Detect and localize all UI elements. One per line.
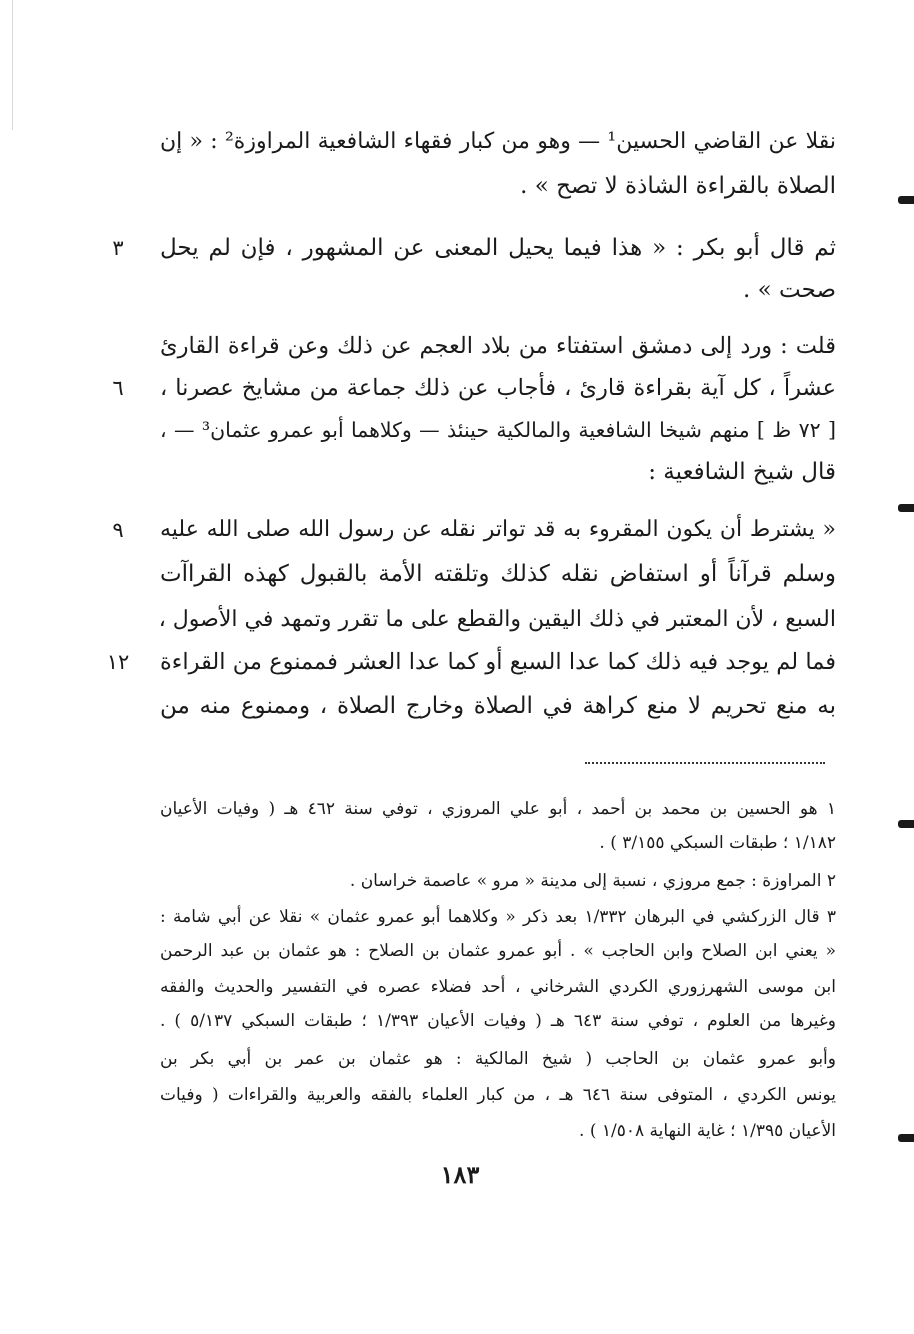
footnote-line-3: ٢ المراوزة : جمع مروزي ، نسبة إلى مدينة « مرو » عاصمة خراسان . <box>349 871 836 891</box>
line-number-9: ٩ <box>112 518 124 542</box>
text-line-9: « يشترط أن يكون المقروء به قد تواتر نقله عن رسول الله صلى الله عليه <box>160 517 836 542</box>
footnote-line-6: ابن موسى الشهرزوري الكردي الشرخاني ، أحد فضلاء عصره في التفسير والحديث والفقه <box>160 977 836 997</box>
text-line-4: صحت » . <box>743 277 836 303</box>
footnote-line-7: وغيرها من العلوم ، توفي سنة ٦٤٣ هـ ( وفيات الأعيان ١/٣٩٣ ؛ طبقات السبكي ٥/١٣٧ ) . <box>160 1011 836 1031</box>
margin-edge-mark <box>898 504 914 512</box>
text-line-11: السبع ، لأن المعتبر في ذلك اليقين والقطع على ما تقرر وتمهد في الأصول ، <box>158 607 836 632</box>
footnote-line-8: وأبو عمرو عثمان بن الحاجب ( شيخ المالكية : هو عثمان بن عمر بن أبي بكر بن <box>160 1049 836 1069</box>
text-line-2: الصلاة بالقراءة الشاذة لا تصح » . <box>520 173 836 199</box>
footnote-line-4: ٣ قال الزركشي في البرهان ١/٣٣٢ بعد ذكر « وكلاهما أبو عمرو عثمان » نقلا عن أبي شامة : <box>160 907 836 927</box>
text-line-3: ثم قال أبو بكر : « هذا فيما يحيل المعنى عن المشهور ، فإن لم يحل <box>160 235 836 261</box>
footnote-line-9: يونس الكردي ، المتوفى سنة ٦٤٦ هـ ، من كبار العلماء بالفقه والعربية والقراءات ( وفيات <box>160 1085 836 1105</box>
footnote-line-10: الأعيان ١/٣٩٥ ؛ غاية النهاية ١/٥٠٨ ) . <box>579 1121 836 1141</box>
footnote-separator <box>585 762 825 764</box>
footnote-line-2: ١/١٨٢ ؛ طبقات السبكي ٣/١٥٥ ) . <box>599 833 836 853</box>
margin-edge-mark <box>898 1134 914 1142</box>
text-line-1: نقلا عن القاضي الحسين¹ — وهو من كبار فقهاء الشافعية المراوزة² : « إن <box>160 129 836 154</box>
page-number: ١٨٣ <box>440 1160 480 1189</box>
text-line-5: قلت : ورد إلى دمشق استفتاء من بلاد العجم عن ذلك وعن قراءة القارئ <box>160 333 836 359</box>
line-number-6: ٦ <box>112 376 124 400</box>
text-line-7: [ ٧٢ ظ ] منهم شيخا الشافعية والمالكية حينئذ — وكلاهما أبو عمرو عثمان³ — ، <box>160 418 836 442</box>
footnote-line-1: ١ هو الحسين بن محمد بن أحمد ، أبو علي المروزي ، توفي سنة ٤٦٢ هـ ( وفيات الأعيان <box>160 799 836 819</box>
footnote-line-5: « يعني ابن الصلاح وابن الحاجب » . أبو عمرو عثمان بن الصلاح : هو عثمان بن عبد الرحمن <box>160 941 836 961</box>
text-line-10: وسلم قرآناً أو استفاض نقله كذلك وتلقته الأمة بالقبول كهذه القراآت <box>160 561 836 587</box>
line-number-12: ١٢ <box>106 650 130 674</box>
text-line-6: عشراً ، كل آية بقراءة قارئ ، فأجاب عن ذلك جماعة من مشايخ عصرنا ، <box>160 375 836 401</box>
text-line-8: قال شيخ الشافعية : <box>648 459 836 485</box>
text-line-12: فما لم يوجد فيه ذلك كما عدا السبع أو كما عدا العشر فممنوع من القراءة <box>160 649 836 675</box>
text-line-13: به منع تحريم لا منع كراهة في الصلاة وخارج الصلاة ، وممنوع منه من <box>160 693 836 719</box>
line-number-3: ٣ <box>112 236 124 260</box>
margin-edge-mark <box>898 820 914 828</box>
margin-edge-mark <box>898 196 914 204</box>
scan-edge-line <box>12 0 13 130</box>
